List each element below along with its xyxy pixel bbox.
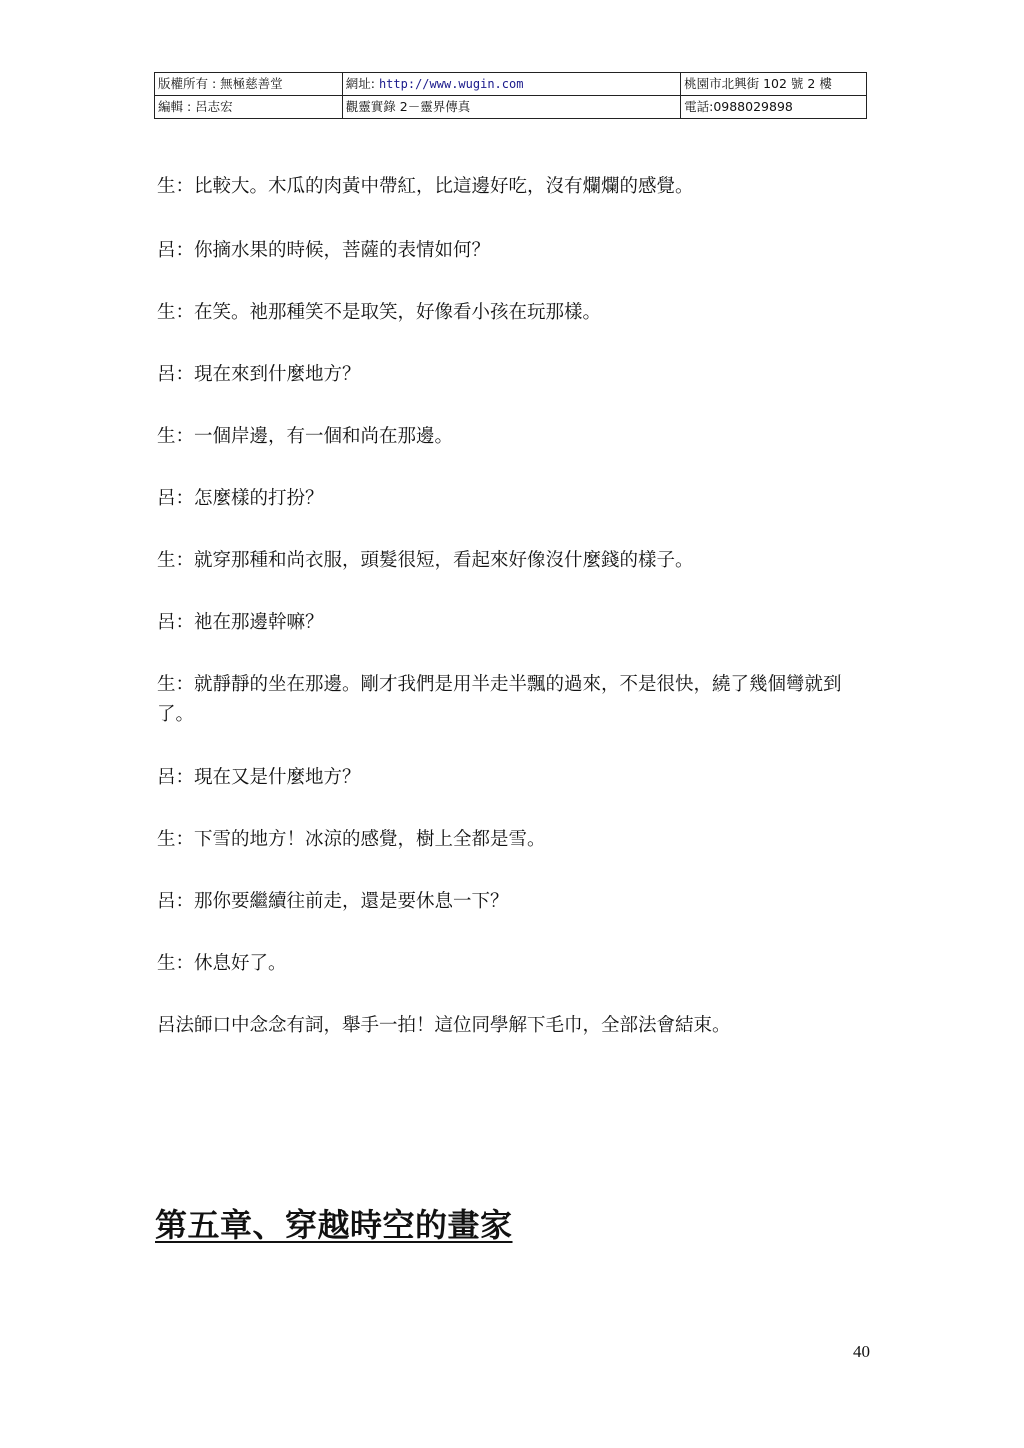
header-website: [342, 73, 680, 96]
dialogue-line: 生：一個岸邊，有一個和尚在那邊。: [157, 426, 454, 447]
header-phone: 電話:0988029898: [681, 96, 867, 119]
header-editor: 編輯 : 呂志宏: [155, 96, 343, 119]
dialogue-line: 生：就穿那種和尚衣服，頭髮很短，看起來好像沒什麼錢的樣子。: [157, 550, 694, 571]
dialogue-line: 呂：祂在那邊幹嘛？: [157, 612, 324, 633]
header-address: 桃園市北興街 102 號 2 樓: [681, 73, 867, 96]
header-row: [155, 96, 867, 119]
dialogue-line: 呂：現在又是什麼地方？: [157, 767, 361, 788]
header-url-label: 網址:: [345, 76, 379, 91]
page-number: 40: [853, 1342, 870, 1361]
dialogue-line: 生：下雪的地方！冰涼的感覺，樹上全都是雪。: [157, 829, 546, 850]
document-header-table: [154, 72, 867, 119]
dialogue-body: [157, 172, 872, 1042]
header-url-link[interactable]: http://www.wugin.com: [378, 77, 524, 91]
dialogue-line: 生：比較大。木瓜的肉黃中帶紅，比這邊好吃，沒有爛爛的感覺。: [157, 176, 694, 197]
dialogue-line: 生：休息好了。: [157, 953, 287, 974]
closing-narration: 呂法師口中念念有詞，舉手一拍！這位同學解下毛巾，全部法會結束。: [157, 1015, 731, 1036]
header-book-title: 觀靈實錄 2－靈界傳真: [342, 96, 680, 119]
dialogue-line: 呂：現在來到什麼地方？: [157, 364, 361, 385]
dialogue-line: 呂：怎麼樣的打扮？: [157, 488, 324, 509]
dialogue-line: 生：在笑。祂那種笑不是取笑，好像看小孩在玩那樣。: [157, 302, 602, 323]
dialogue-line: 呂：那你要繼續往前走，還是要休息一下？: [157, 891, 509, 912]
header-copyright: 版權所有 : 無極慈善堂: [155, 73, 343, 96]
header-row: [155, 73, 867, 96]
dialogue-line: 呂：你摘水果的時候，菩薩的表情如何？: [157, 240, 491, 261]
dialogue-line: 生：就靜靜的坐在那邊。剛才我們是用半走半飄的過來，不是很快，繞了幾個彎就到了。: [157, 674, 842, 725]
chapter-heading: 第五章、穿越時空的畫家: [155, 1206, 513, 1244]
